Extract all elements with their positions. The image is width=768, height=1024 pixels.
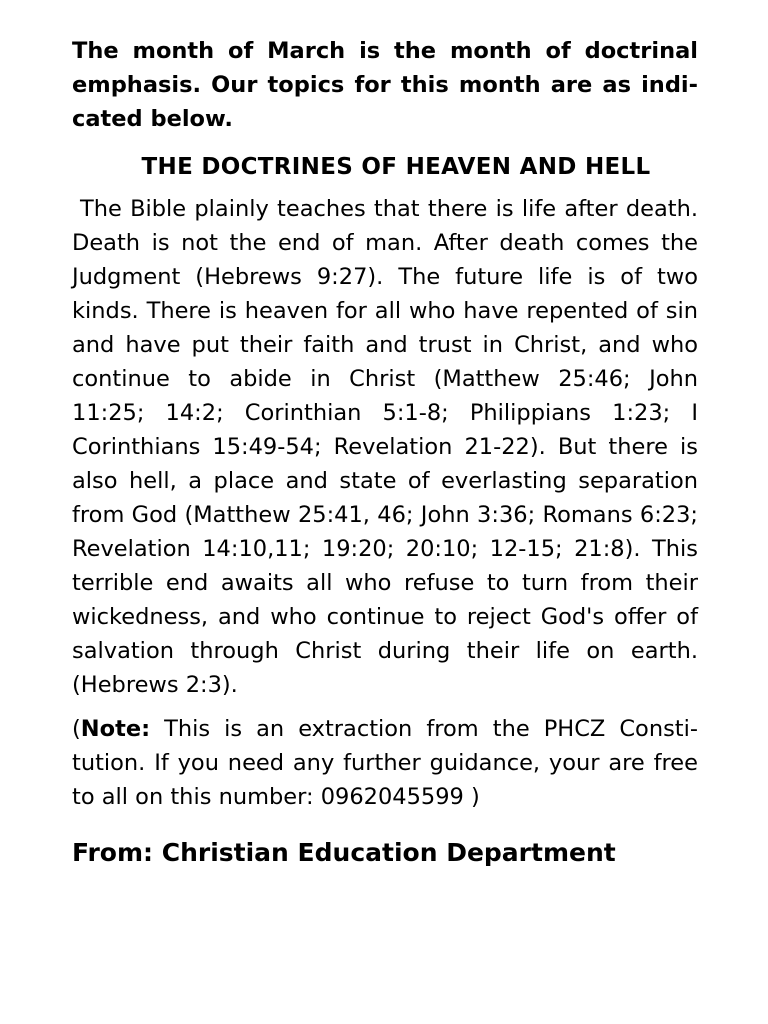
from-line: From: Christian Education Department bbox=[72, 838, 616, 867]
section-heading: THE DOCTRINES OF HEAVEN AND HELL bbox=[141, 154, 651, 180]
body-paragraph: The Bible plainly teaches that there is life after death. Death is not the end of man. After death comes the Judgment (Hebrews 9:27). The future life is of two kinds. There is heaven for all who have repented of sin and have put their faith and trust in Christ, and who continue to abide in Christ (Matthew 25:46; John 11:25; 14:2; Corinthian 5:1-8; Philippians 1:23; I Corinthians 15:49-54; Revelation 21-22). But there is also hell, a place and state of everlasting separation from God (Matthew 25:41, 46; John 3:36; Romans 6:23; Revelation 14:10,11; 19:20; 20:10; 12-15; 21:8). This terrible end awaits all who refuse to turn from their wickedness, and who continue to reject God's offer of salvation through Christ during their life on earth. (Hebrews 2:3). bbox=[72, 196, 698, 698]
note-paragraph bbox=[72, 712, 698, 814]
note-open-paren: ( bbox=[72, 716, 81, 742]
note-text: This is an extraction from the PHCZ Consti-tution. If you need any further guidance, your are free to all on this number: 0962045599 ) bbox=[72, 716, 698, 810]
intro-paragraph: The month of March is the month of doctrinal emphasis. Our topics for this month are as indi-cated below. bbox=[72, 38, 698, 132]
note-label: Note: bbox=[80, 716, 151, 742]
document-page bbox=[72, 34, 698, 870]
